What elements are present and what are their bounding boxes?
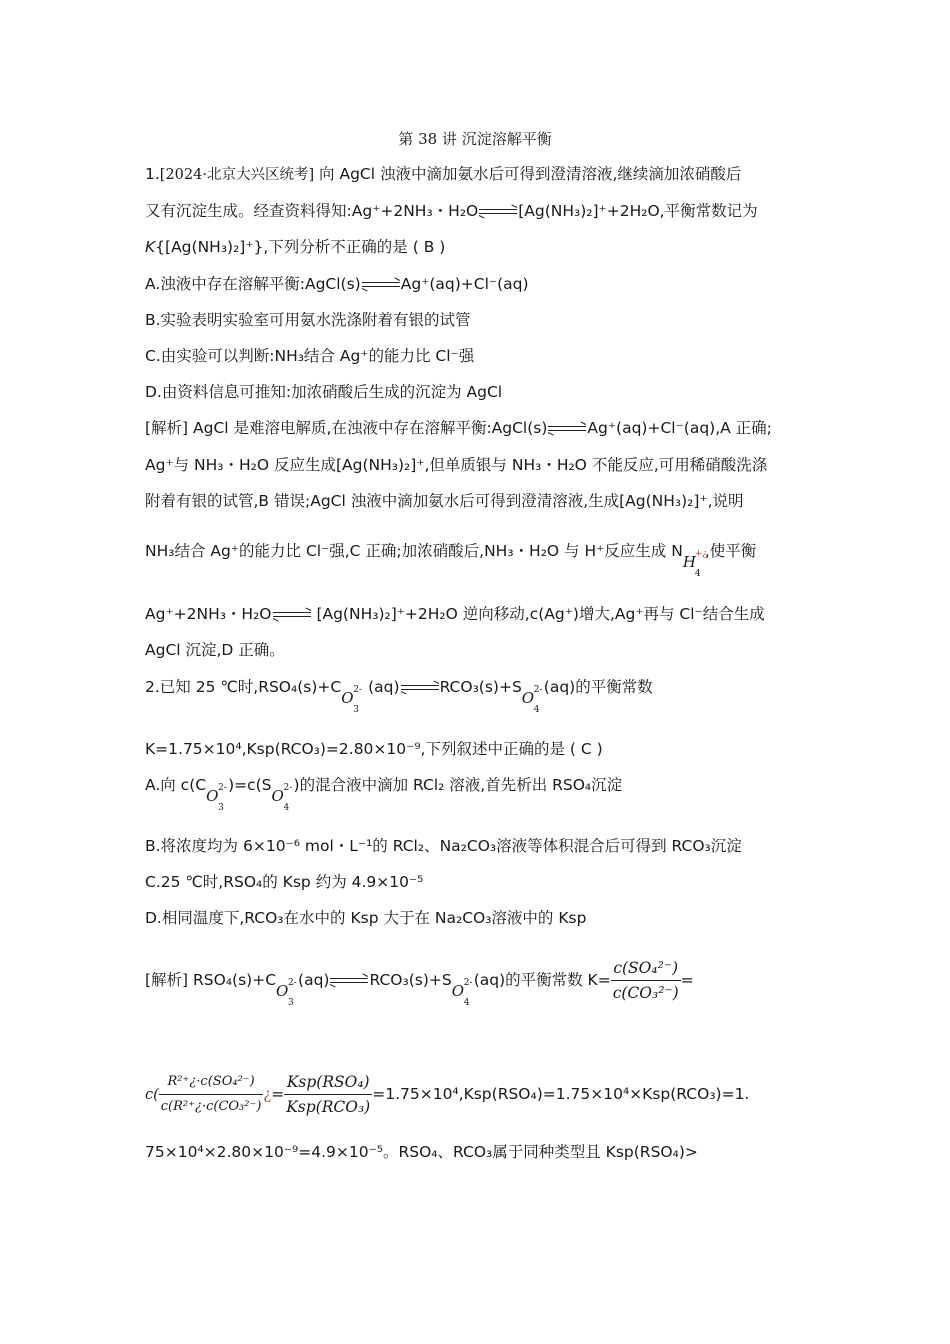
carbonate-ion — [341, 678, 363, 715]
page-title: 第 38 讲 沉淀溶解平衡 — [398, 130, 552, 148]
q2-analysis-text2: =1.75×10⁴,Ksp(RSO₄)=1.75×10⁴×Ksp(RCO₃)=1. — [372, 1085, 750, 1103]
ion-letter: O — [206, 786, 219, 805]
q2-stem-line1 — [145, 677, 653, 715]
q1-analysis-text5a: Ag⁺+2NH₃・H₂O — [145, 605, 272, 623]
ion-letter: O — [341, 688, 354, 707]
q1-number: 1. — [145, 165, 160, 183]
ion-letter: O — [271, 786, 284, 805]
equilibrium-arrow-icon — [273, 610, 311, 620]
q1-analysis-text4b: ,使平衡 — [704, 542, 757, 560]
q1-option-d: D.由资料信息可推知:加浓硝酸后生成的沉淀为 AgCl — [145, 383, 503, 401]
ion-subscript: 3 — [353, 704, 359, 715]
q1-stem-text1: 向 AgCl 浊液中滴加氨水后可得到澄清溶液,继续滴加浓硝酸后 — [314, 165, 742, 183]
ion-subscript: 4 — [283, 802, 290, 813]
q2-option-a-text2: )=c(S — [228, 776, 272, 794]
fraction-denominator: c(R²⁺¿·c(CO₃²⁻) — [160, 1099, 262, 1114]
q2-option-a — [145, 775, 623, 813]
ion-letter: O — [521, 688, 535, 707]
q1-stem-text3: {[Ag(NH₃)₂]⁺},下列分析不正确的是 ( B ) — [155, 238, 446, 256]
fraction-denominator: Ksp(RCO₃) — [286, 1098, 371, 1116]
q2-option-d: D.相同温度下,RCO₃在水中的 Ksp 大于在 Na₂CO₃溶液中的 Ksp — [145, 909, 587, 927]
q1-analysis-line4 — [145, 541, 757, 579]
q1-analysis-text1a: [解析] AgCl 是难溶电解质,在浊液中存在溶解平衡:AgCl(s) — [145, 419, 548, 437]
q1-stem-line2 — [145, 201, 758, 221]
carbonate-ion — [276, 971, 298, 1008]
ion-subscript: 3 — [288, 997, 294, 1008]
q2-stem-text1d: (aq)的平衡常数 — [543, 678, 653, 696]
q2-stem-text1a: 2.已知 25 ℃时,RSO₄(s)+C — [145, 678, 342, 696]
equilibrium-arrow-icon — [362, 280, 400, 290]
q2-analysis-glyph: ¿ — [263, 1087, 272, 1103]
q2-analysis-line3: 75×10⁴×2.80×10⁻⁹=4.9×10⁻⁵。RSO₄、RCO₃属于同种类型且 Ksp(RSO₄)> — [145, 1143, 698, 1161]
q1-option-b: B.实验表明实验室可用氨水洗涤附着有银的试管 — [145, 311, 471, 329]
q2-option-a-text1: A.向 c(C — [145, 776, 207, 794]
equilibrium-arrow-icon — [401, 683, 439, 693]
q2-analysis-text1b: (aq) — [298, 971, 330, 989]
q2-analysis-equals2: = — [271, 1085, 285, 1103]
q2-analysis-text1d: (aq)的平衡常数 K= — [473, 971, 611, 989]
ion-subscript: 3 — [218, 802, 224, 813]
fraction-numerator: R²⁺¿·c(SO₄²⁻) — [159, 1072, 264, 1095]
fraction-numerator: Ksp(RSO₄) — [284, 1072, 372, 1095]
q1-stem-text2b: [Ag(NH₃)₂]⁺+2H₂O,平衡常数记为 — [518, 202, 758, 220]
q1-analysis-text1b: Ag⁺(aq)+Cl⁻(aq),A 正确; — [587, 419, 772, 437]
ion-charge: 2- — [353, 684, 362, 695]
q1-source: [2024·北京大兴区统考] — [159, 167, 315, 183]
q1-stem-line3 — [145, 237, 445, 257]
q2-option-a-text3: )的混合液中滴加 RCl₂ 溶液,首先析出 RSO₄沉淀 — [293, 776, 623, 794]
ion-charge: 2- — [283, 782, 293, 793]
ion-subscript: 4 — [533, 704, 540, 715]
ammonium-ion — [682, 542, 708, 579]
ion-subscript: 4 — [463, 997, 470, 1008]
q1-option-c: C.由实验可以判断:NH₃结合 Ag⁺的能力比 Cl⁻强 — [145, 347, 475, 365]
q1-analysis-line2: Ag⁺与 NH₃・H₂O 反应生成[Ag(NH₃)₂]⁺,但单质银与 NH₃・H₂O 不能反应,可用稀硝酸洗涤 — [145, 456, 768, 474]
sulfate-ion — [521, 678, 544, 715]
q2-stem-line2: K=1.75×10⁴,Ksp(RCO₃)=2.80×10⁻⁹,下列叙述中正确的是 ( C ) — [145, 740, 603, 758]
fraction-numerator: c(SO₄²⁻) — [611, 958, 681, 981]
ion-charge: 2- — [288, 977, 297, 988]
ion-charge: 2- — [218, 782, 227, 793]
carbonate-ion — [206, 776, 228, 813]
sulfate-ion — [271, 776, 294, 813]
q2-analysis-text1c: RCO₃(s)+S — [369, 971, 452, 989]
q2-option-b: B.将浓度均为 6×10⁻⁶ mol・L⁻¹的 RCl₂、Na₂CO₃溶液等体积混合后可得到 RCO₃沉淀 — [145, 837, 742, 855]
ion-charge: 2- — [463, 977, 473, 988]
q2-stem-text1c: RCO₃(s)+S — [439, 678, 522, 696]
q1-k-symbol: K — [145, 238, 156, 256]
q1-option-a-text1: A.浊液中存在溶解平衡:AgCl(s) — [145, 275, 361, 293]
ion-letter: O — [451, 981, 465, 1000]
q1-option-a — [145, 274, 529, 294]
fraction-ion-concentration — [159, 1072, 264, 1117]
q2-analysis-line1 — [145, 958, 694, 1008]
fraction-k-expression — [611, 958, 681, 1003]
q1-stem-text2a: 又有沉淀生成。经查资料得知:Ag⁺+2NH₃・H₂O — [145, 202, 479, 220]
q1-analysis-text4a: NH₃结合 Ag⁺的能力比 Cl⁻强,C 正确;加浓硝酸后,NH₃・H₂O 与 H⁺反应生成 N — [145, 542, 683, 560]
q1-analysis-line5 — [145, 604, 765, 624]
q2-analysis-equals: = — [680, 971, 694, 989]
fraction-denominator: c(CO₃²⁻) — [612, 984, 679, 1002]
ion-superscript: +¿ — [694, 548, 708, 559]
q2-analysis-text1a: [解析] RSO₄(s)+C — [145, 971, 277, 989]
q1-option-a-text2: Ag⁺(aq)+Cl⁻(aq) — [400, 275, 529, 293]
q1-analysis-line3: 附着有银的试管,B 错误;AgCl 浊液中滴加氨水后可得到澄清溶液,生成[Ag(NH₃)₂]⁺,说明 — [145, 492, 744, 510]
q1-analysis-line6: AgCl 沉淀,D 正确。 — [145, 641, 285, 659]
ion-letter: O — [276, 981, 289, 1000]
q2-analysis-c-paren: c( — [145, 1087, 159, 1103]
q2-analysis-line2 — [145, 1072, 749, 1117]
sulfate-ion — [451, 971, 474, 1008]
ion-subscript: 4 — [694, 568, 701, 579]
fraction-ksp-ratio — [284, 1072, 372, 1117]
ion-letter: H — [682, 552, 696, 571]
q2-stem-text1b: (aq) — [363, 678, 400, 696]
q1-analysis-line1 — [145, 418, 772, 438]
q2-option-c: C.25 ℃时,RSO₄的 Ksp 约为 4.9×10⁻⁵ — [145, 873, 424, 891]
equilibrium-arrow-icon — [330, 976, 368, 986]
q1-analysis-text5b: [Ag(NH₃)₂]⁺+2H₂O 逆向移动,c(Ag⁺)增大,Ag⁺再与 Cl⁻结合生成 — [311, 605, 765, 623]
equilibrium-arrow-icon — [548, 424, 586, 434]
q1-stem-line1 — [145, 164, 741, 185]
ion-charge: 2- — [533, 684, 543, 695]
equilibrium-arrow-icon — [479, 207, 517, 217]
